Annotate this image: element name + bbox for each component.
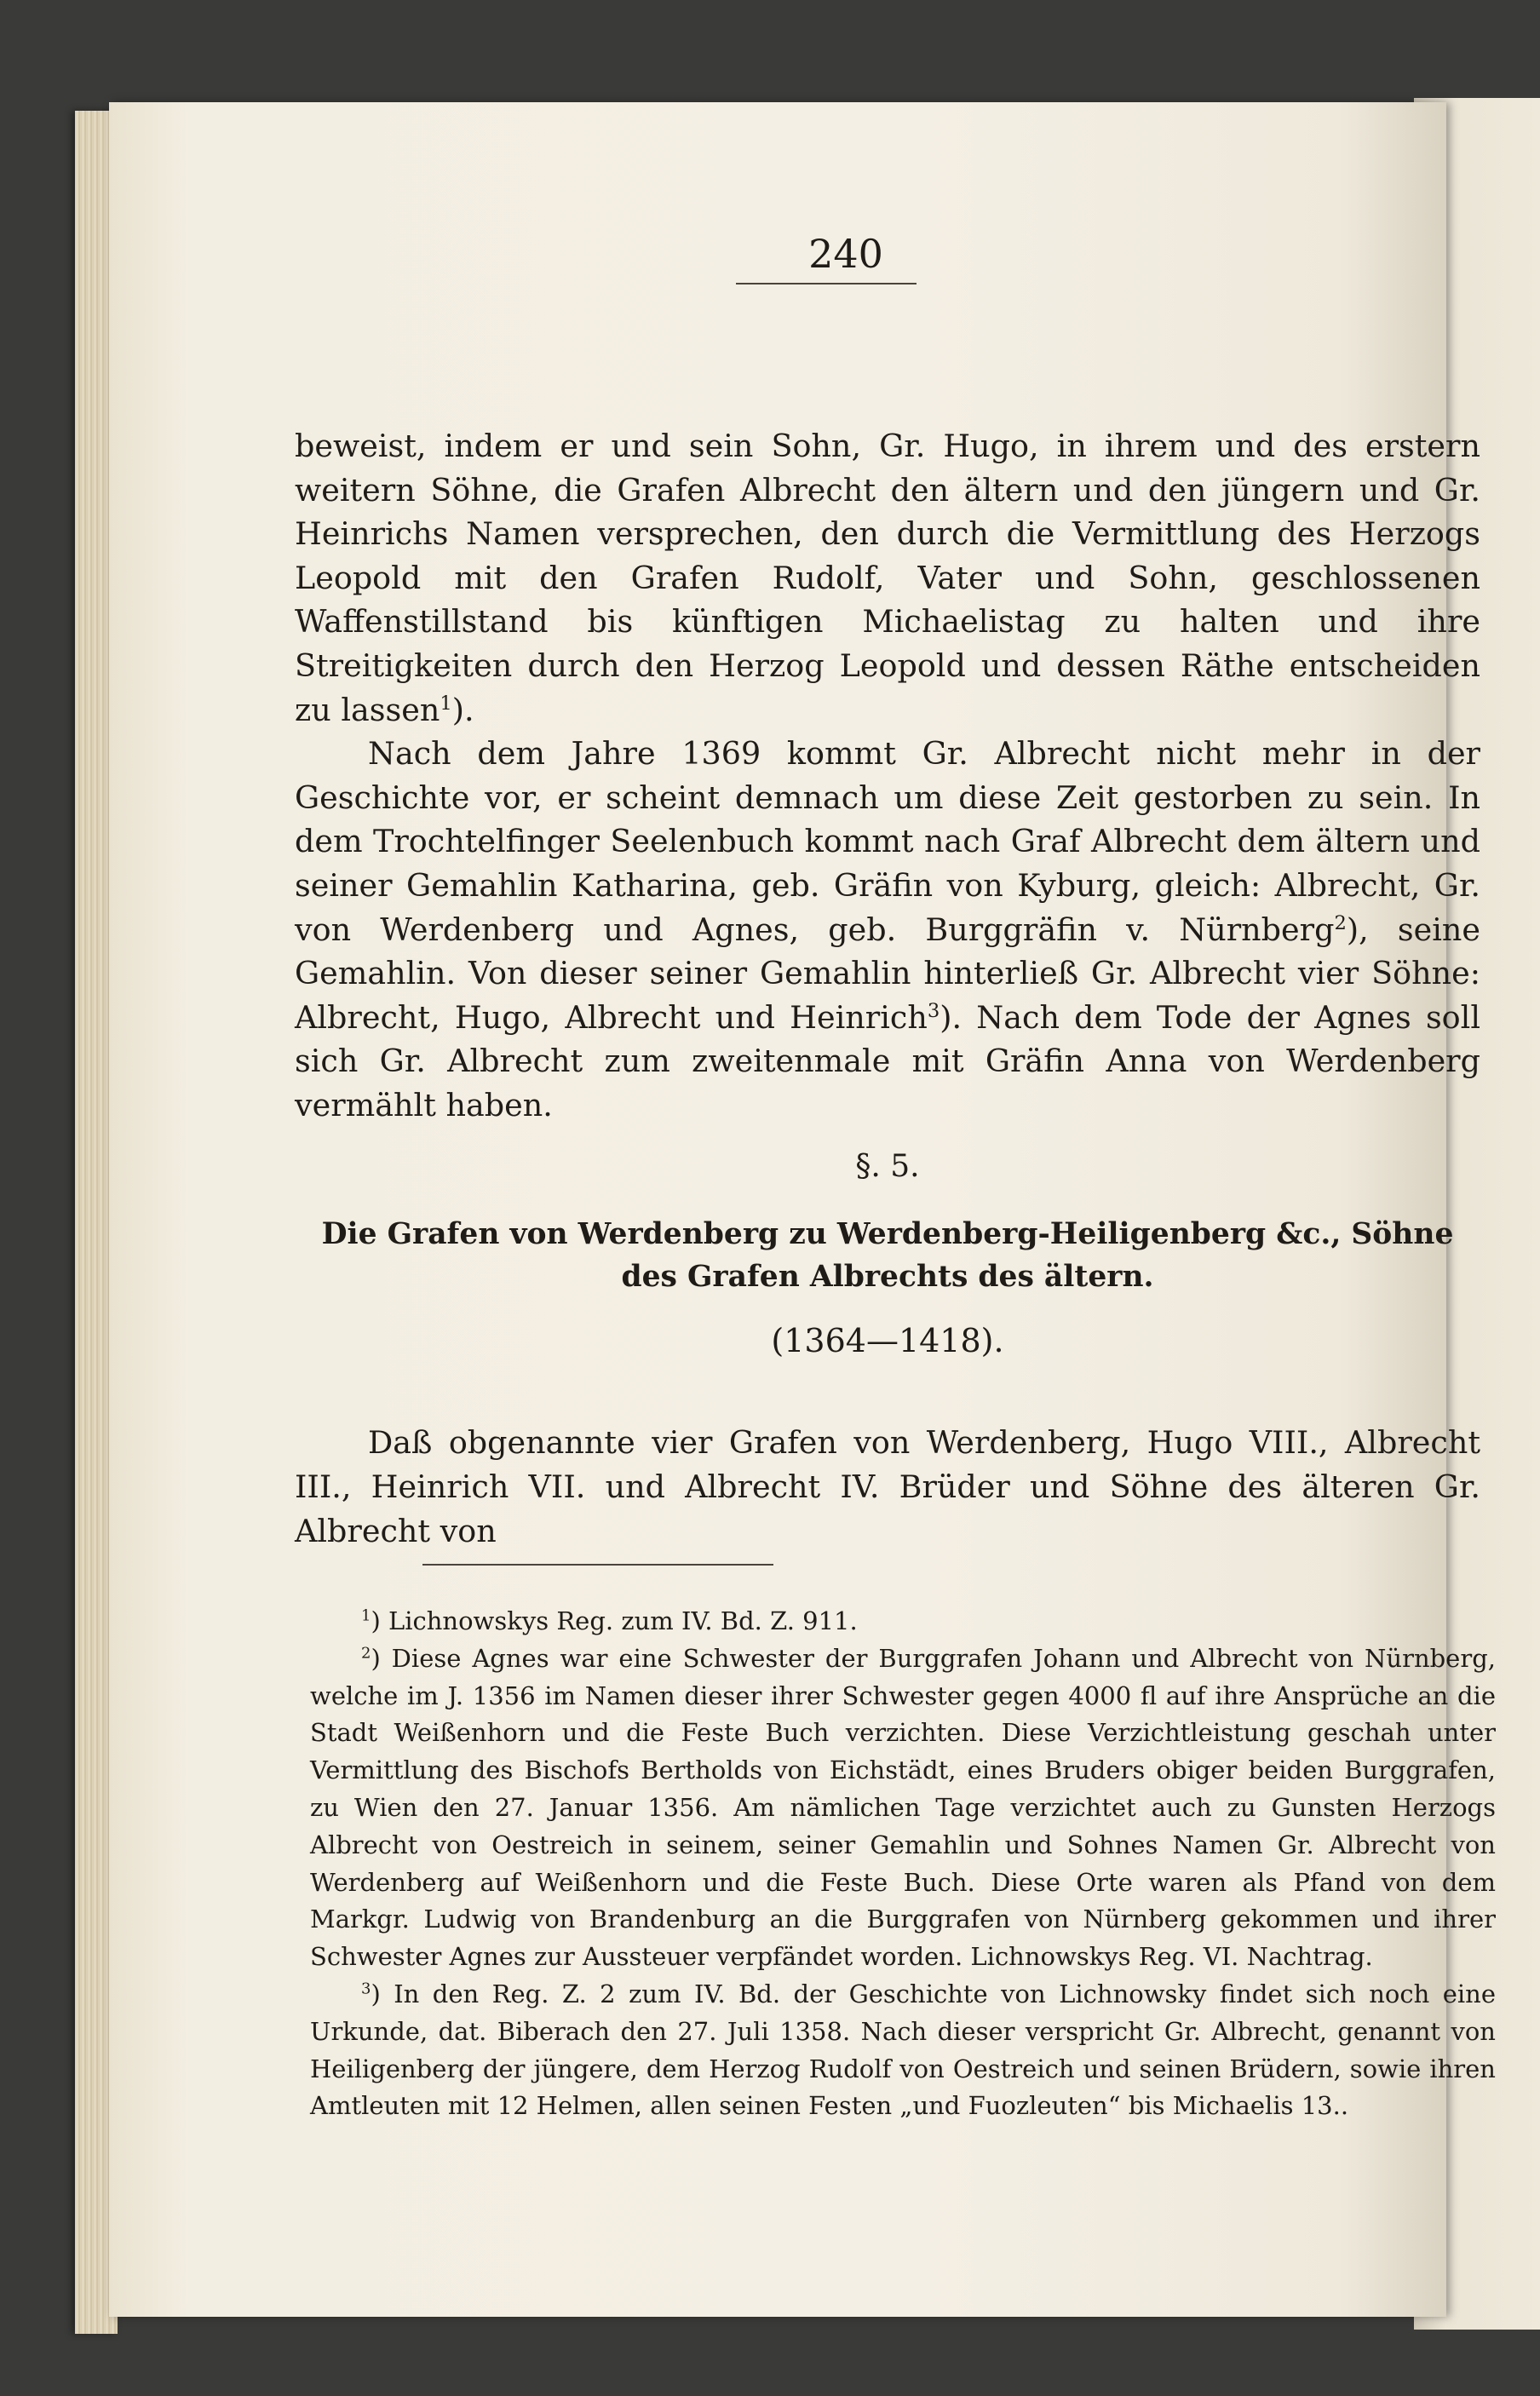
section-text <box>295 1421 1480 1554</box>
book-page <box>109 102 1496 2317</box>
footnote-ref-2: 2 <box>1334 911 1347 934</box>
section-dates: (1364—1418). <box>771 1322 1004 1359</box>
footnote-1: $^1$) Lichnowskys Reg. zum IV. Bd. Z. 911. <box>361 1606 858 1635</box>
section-title: Die Grafen von Werdenberg zu Werdenberg-Heiligenberg &c., Söhne des Grafen Albrechts des ältern. <box>321 1217 1454 1294</box>
footnote-2: $^2$) Diese Agnes war eine Schwester der Burggrafen Johann und Albrecht von Nürnberg, welche im J. 1356 im Namen dieser ihrer Schwester gegen 4000 fl auf ihre Ansprüche an die Stadt Weißenhorn und die Feste Buch verzichten. Diese Verzichtleistung geschah unter Vermittlung des Bischofs Bertholds von Eichstädt, eines Bruders obiger beiden Burggrafen, zu Wien den 27. Januar 1356. Am nämlichen Tage verzichtet auch zu Gunsten Herzogs Albrecht von Oestreich in seinem, seiner Gemahlin und Sohnes Namen Gr. Albrecht von Werdenberg auf Weißenhorn und die Feste Buch. Diese Orte waren als Pfand von dem Markgr. Ludwig von Brandenburg an die Burggrafen von Nürnberg gekommen und ihrer Schwester Agnes zur Aussteuer verpfändet worden. Lichnowskys Reg. VI. Nachtrag. <box>310 1643 1496 1972</box>
page-number: 240 <box>808 231 883 277</box>
footnote-3: $^3$) In den Reg. Z. 2 zum IV. Bd. der Geschichte von Lichnowsky findet sich noch eine Urkunde, dat. Biberach den 27. Juli 1358. Nach dieser verspricht Gr. Albrecht, genannt von Heiligenberg der jüngere, dem Herzog Rudolf von Oestreich und seinen Brüdern, sowie ihren Amtleuten mit 12 Helmen, allen seinen Festen „und Fuozleuten“ bis Michaelis 13.. <box>310 1979 1496 2121</box>
footnote-ref-3: 3 <box>927 999 940 1022</box>
footnote-ref-1: 1 <box>440 692 452 715</box>
paragraph-3: Daß obgenannte vier Grafen von Werdenberg, Hugo VIII., Albrecht III., Heinrich VII. und Albrecht IV. Brüder und Söhne des älteren Gr. Albrecht von <box>295 1424 1480 1549</box>
paragraph-2: Nach dem Jahre 1369 kommt Gr. Albrecht nicht mehr in der Geschichte vor, er scheint demnach um diese Zeit gestorben zu sein. In dem Trochtelfinger Seelenbuch kommt nach Graf Albrecht dem ältern und seiner Gemahlin Katharina, geb. Gräfin von Kyburg, gleich: Albrecht, Gr. von Werdenberg und Agnes, geb. Burggräfin v. Nürnberg$^2$), seine Gemahlin. Von dieser seiner Gemahlin hinterließ Gr. Albrecht vier Söhne: Albrecht, Hugo, Albrecht und Heinrich$^3$). Nach dem Tode der Agnes soll sich Gr. Albrecht zum zweitenmale mit Gräfin Anna von Werdenberg vermählt haben. <box>295 735 1480 1123</box>
paragraph-1: beweist, indem er und sein Sohn, Gr. Hugo, in ihrem und des erstern weitern Söhne, die Grafen Albrecht den ältern und den jüngern und Gr. Heinrichs Namen versprechen, den durch die Vermittlung des Herzogs Leopold mit den Grafen Rudolf, Vater und Sohn, geschlossenen Waffenstillstand bis künftigen Michaelistag zu halten und ihre Streitigkeiten durch den Herzog Leopold und dessen Räthe entscheiden zu lassen$^1$). <box>295 428 1480 728</box>
footnote-rule <box>422 1564 773 1566</box>
main-text <box>295 424 1480 1128</box>
page-number-rule <box>736 283 917 284</box>
section-number: §. 5. <box>855 1149 920 1184</box>
footnotes <box>310 1603 1496 2125</box>
